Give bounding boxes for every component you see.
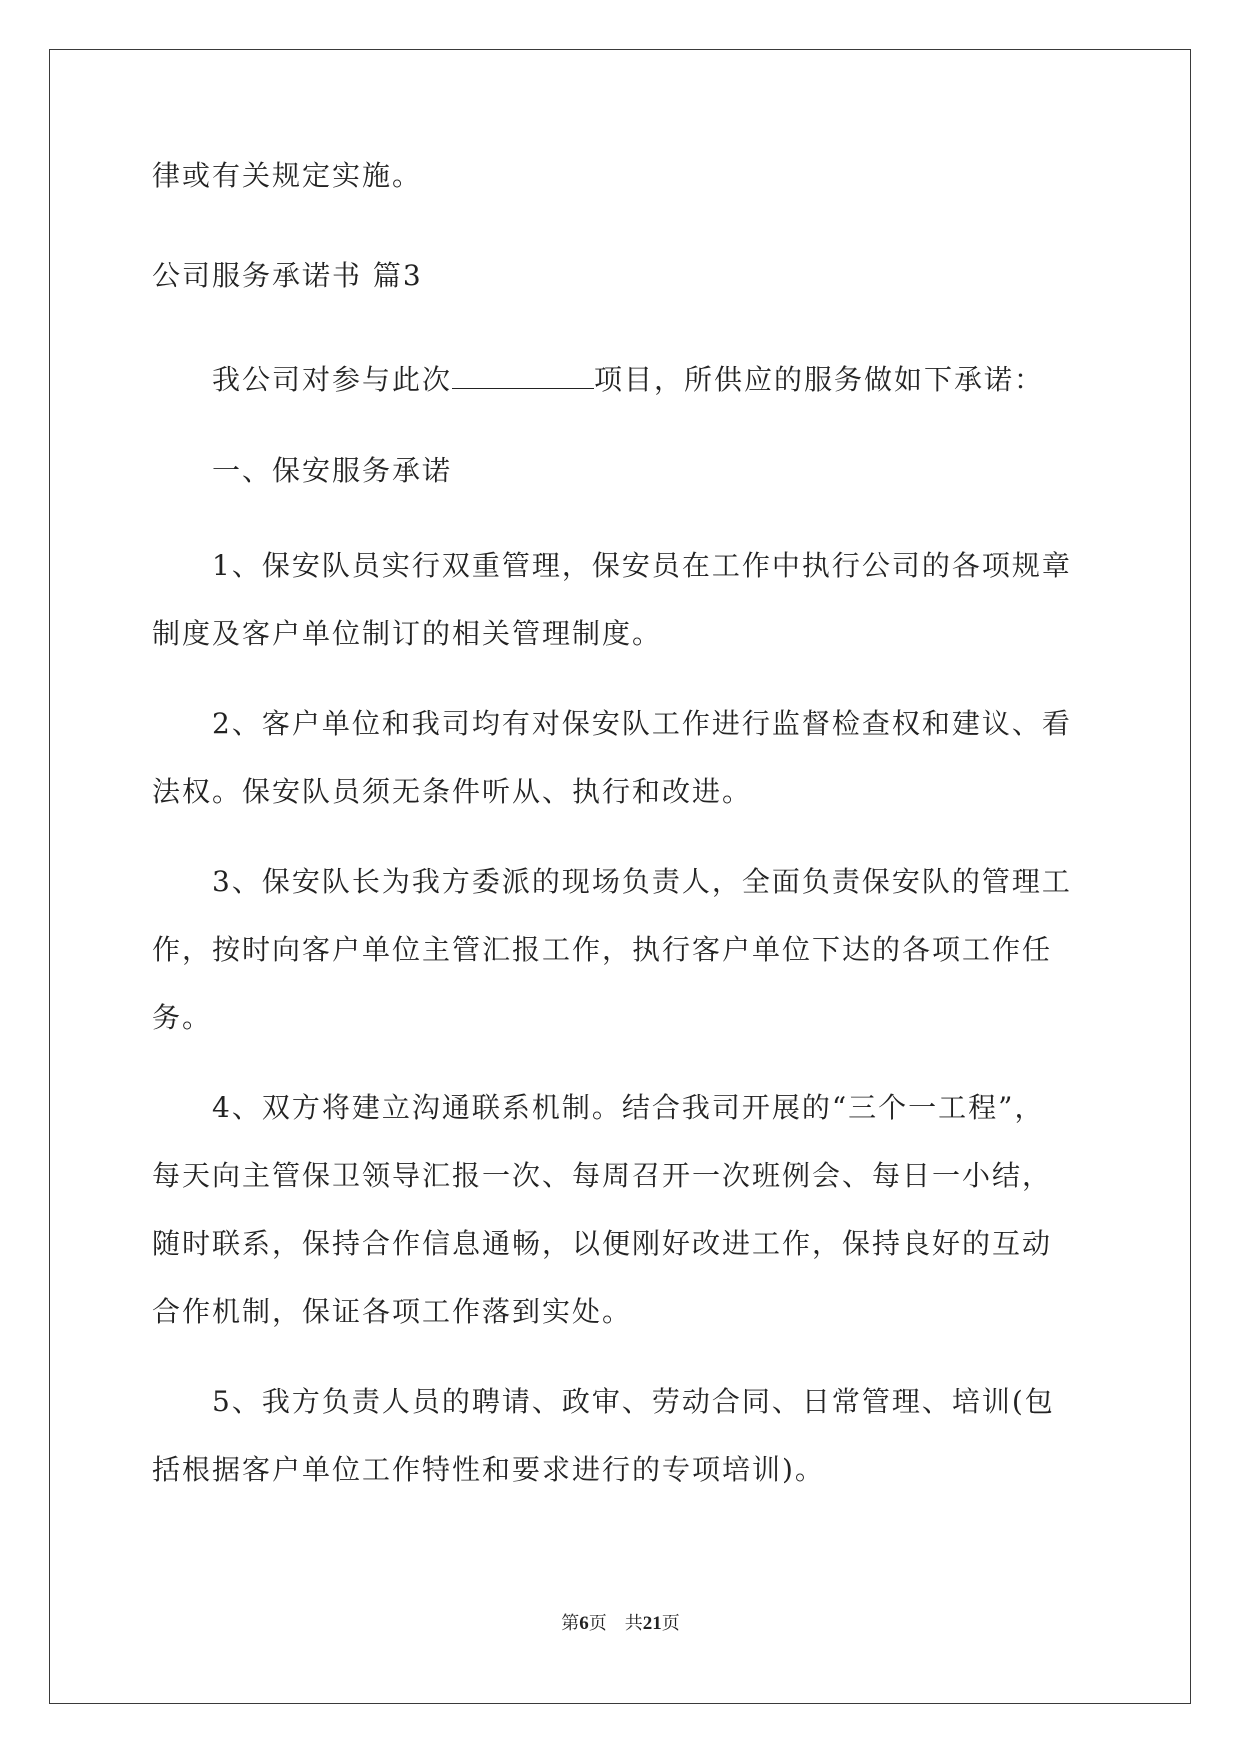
page-prefix: 第 xyxy=(561,1613,580,1633)
body-line: 1、保安队员实行双重管理，保安员在工作中执行公司的各项规章 xyxy=(212,549,1072,582)
body-line: 合作机制，保证各项工作落到实处。 xyxy=(152,1295,633,1328)
page-unit: 页 xyxy=(588,1613,607,1633)
section-heading: 一、保安服务承诺 xyxy=(212,454,453,487)
body-line: 律或有关规定实施。 xyxy=(152,159,423,192)
body-line: 2、客户单位和我司均有对保安队工作进行监督检查权和建议、看 xyxy=(212,707,1072,740)
fill-in-blank xyxy=(452,358,594,389)
page-footer xyxy=(0,1612,1241,1635)
body-line: 作，按时向客户单位主管汇报工作，执行客户单位下达的各项工作任 xyxy=(152,933,1053,966)
line-text-after-blank: 项目，所供应的服务做如下承诺： xyxy=(594,363,1045,396)
line-text-before-blank: 我公司对参与此次 xyxy=(212,363,453,396)
section-title: 公司服务承诺书 篇3 xyxy=(152,259,423,292)
body-line: 4、双方将建立沟通联系机制。结合我司开展的“三个一工程”， xyxy=(212,1091,1045,1124)
body-line: 5、我方负责人员的聘请、政审、劳动合同、日常管理、培训(包 xyxy=(212,1385,1055,1418)
body-line: 3、保安队长为我方委派的现场负责人，全面负责保安队的管理工 xyxy=(212,865,1072,898)
body-line: 务。 xyxy=(152,1001,213,1034)
total-unit: 页 xyxy=(661,1613,680,1633)
body-line: 括根据客户单位工作特性和要求进行的专项培训)。 xyxy=(152,1453,825,1486)
total-page-count: 21 xyxy=(642,1613,662,1634)
total-prefix: 共 xyxy=(624,1613,643,1633)
body-line xyxy=(212,358,1044,398)
body-line: 制度及客户单位制订的相关管理制度。 xyxy=(152,617,663,650)
body-line: 随时联系，保持合作信息通畅，以便刚好改进工作，保持良好的互动 xyxy=(152,1227,1053,1260)
body-line: 每天向主管保卫领导汇报一次、每周召开一次班例会、每日一小结， xyxy=(152,1159,1053,1192)
body-line: 法权。保安队员须无条件听从、执行和改进。 xyxy=(152,775,753,808)
current-page-number: 6 xyxy=(579,1613,589,1634)
